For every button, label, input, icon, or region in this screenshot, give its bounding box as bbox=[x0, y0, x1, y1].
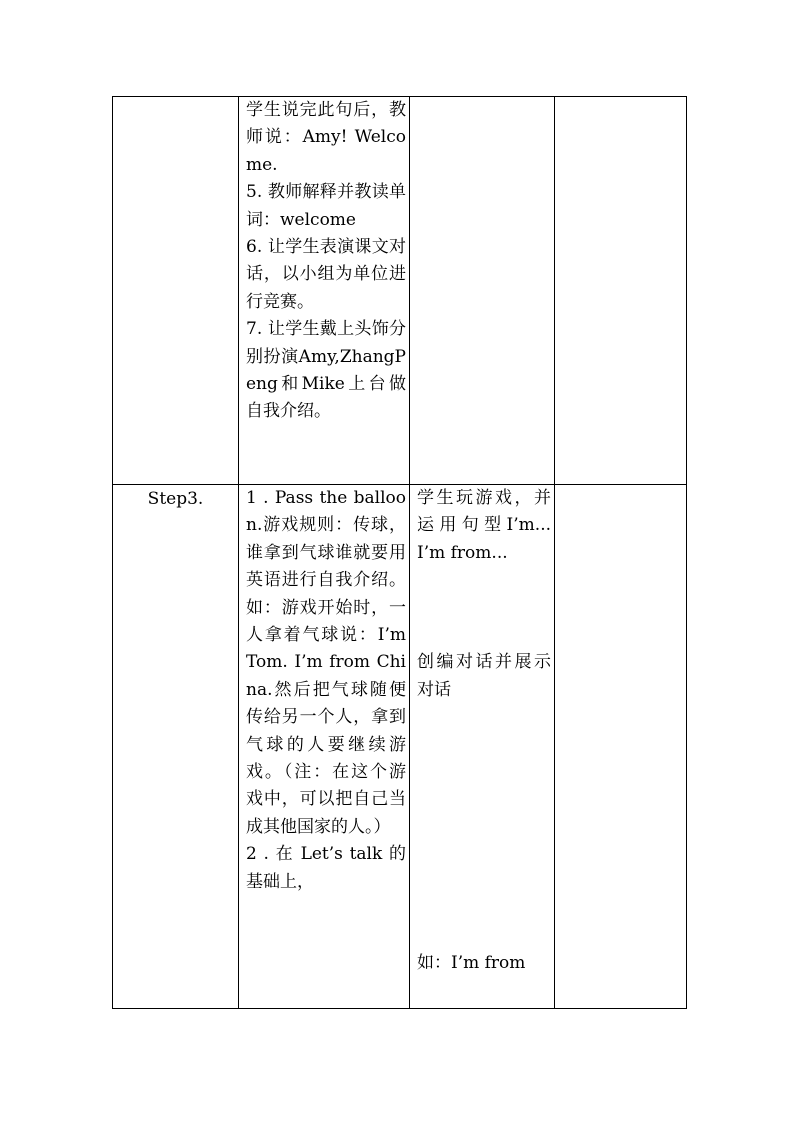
activity-paragraph: 1 . Pass the balloon.游戏规则：传球，谁拿到气球谁就要用英语进行自我介绍。如：游戏开始时，一人拿着气球说：I’m Tom. I’m from China.然后把气球随便传给另一个人，拿到气球的人要继续游戏。（注：在这个游戏中，可以把自己当成其他国家的人。） bbox=[246, 488, 406, 837]
activity-paragraph: 学生说完此句后，教师说：Amy! Welcome. bbox=[246, 100, 406, 175]
activity-paragraph: 5. 教师解释并教读单词：welcome bbox=[246, 182, 406, 230]
step-cell bbox=[113, 485, 239, 1009]
notes-cell bbox=[555, 97, 687, 485]
step-label: Step3. bbox=[147, 489, 204, 509]
table-row bbox=[113, 485, 687, 1009]
student-activity-cell bbox=[410, 97, 555, 485]
student-activity-cell bbox=[410, 485, 555, 1009]
activity-paragraph: 7. 让学生戴上头饰分别扮演Amy,ZhangPeng和Mike上台做自我介绍。 bbox=[246, 319, 406, 422]
activity-paragraph: 6. 让学生表演课文对话，以小组为单位进行竞赛。 bbox=[246, 237, 406, 312]
spacer bbox=[410, 567, 554, 649]
step-cell bbox=[113, 97, 239, 485]
student-activity-text: 学生玩游戏，并运用句型I’m... I’m from... bbox=[417, 488, 551, 563]
activity-paragraph: 2 . 在 Let’s talk 的基础上， bbox=[246, 844, 406, 892]
notes-cell bbox=[555, 485, 687, 1009]
spacer bbox=[410, 704, 554, 950]
table-row bbox=[113, 97, 687, 485]
step-label bbox=[113, 97, 238, 98]
teacher-activity-cell bbox=[239, 97, 410, 485]
lesson-plan-table bbox=[112, 96, 687, 1009]
teacher-activity-cell bbox=[239, 485, 410, 1009]
student-activity-text: 如：I’m from bbox=[417, 953, 526, 974]
student-activity-text: 创编对话并展示对话 bbox=[417, 652, 551, 700]
